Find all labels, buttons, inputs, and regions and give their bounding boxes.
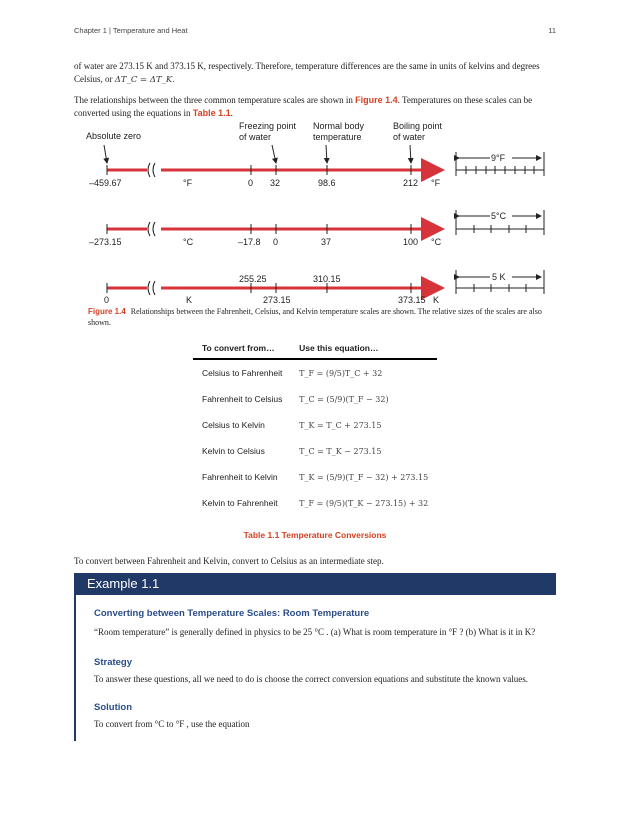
k-body-label: 310.15 [313,274,341,284]
table-row [193,359,437,386]
label-body-1: Normal body [313,121,365,131]
strategy-heading: Strategy [94,657,133,668]
conversion-equation: T_K = T_C + 273.15 [299,420,382,430]
intro-text-2a: The relationships between the three common temperature scales are shown in [74,95,353,105]
k-boil-label: 373.15 [398,295,426,305]
fahrenheit-scale [89,152,544,188]
f-scale-label: 9°F [491,153,506,163]
label-boiling-1: Boiling point [393,121,443,131]
label-boiling-2: of water [393,132,426,142]
intro-math: ΔT_C = ΔT_K. [114,75,175,85]
table-row [193,490,437,516]
conversion-equation: T_F = (9/5)T_C + 32 [299,368,383,378]
table-row [193,386,437,412]
label-absolute-zero: Absolute zero [86,131,142,141]
pointer-boiling [410,145,411,163]
conversion-from: Celsius to Fahrenheit [202,368,283,378]
conversion-equation: T_C = (5/9)(T_F − 32) [299,394,389,404]
intro-text-2b: . Temperatures on these scales can be converted using the equations in [74,95,533,118]
table-header-row [193,339,437,359]
c-unit-end: °C [431,237,442,247]
f-unit-mid: °F [183,178,193,188]
f-boil-label: 212 [403,178,419,188]
k-abs-label: 0 [104,295,110,305]
pointer-freezing [272,145,276,163]
table-caption: Table 1.1 Temperature Conversions [243,530,387,540]
k-unit-mid: K [186,295,193,305]
c-scale-label: 5°C [491,211,507,221]
conversion-table [193,339,437,516]
f-unit-end: °F [431,178,441,188]
label-body-2: temperature [313,132,362,142]
table-row [193,412,437,438]
figure-caption [88,306,558,328]
table-row [193,464,437,490]
example-title-bar: Example 1.1 [74,573,556,595]
conversion-equation: T_C = T_K − 273.15 [299,446,382,456]
intro-text-2c: . [230,108,233,118]
strategy-text: To answer these questions, all we need to do is choose the correct conversion equations and substitute the known values. [94,674,529,684]
c-abs-label: –273.15 [89,237,122,247]
example-heading: Converting between Temperature Scales: Room Temperature [94,608,370,619]
table-row [193,438,437,464]
f-freeze-label: 32 [270,178,281,188]
label-freezing-1: Freezing point [239,121,297,131]
conversion-from: Kelvin to Celsius [202,446,265,456]
table-header-equation: Use this equation… [290,339,437,359]
example-problem: “Room temperature” is generally defined in physics to be 25 °C . (a) What is room temperature in °F ? (b) What is it in K? [94,627,536,637]
celsius-scale [89,210,544,247]
c-body-label: 37 [321,237,332,247]
label-freezing-2: of water [239,132,272,142]
pointer-absolute-zero [104,145,107,163]
figure-link[interactable]: Figure 1.4 [355,95,398,105]
f-body-label: 98.6 [318,178,336,188]
conversion-equation: T_F = (9/5)(T_K − 273.15) + 32 [299,498,429,508]
after-table-paragraph: To convert between Fahrenheit and Kelvin, convert to Celsius as an intermediate step. [74,556,384,566]
solution-text: To convert from °C to °F , use the equation [94,719,250,729]
table-header-from: To convert from… [193,339,290,359]
conversion-equation: T_K = (5/9)(T_F − 32) + 273.15 [299,472,429,482]
conversion-from: Celsius to Kelvin [202,420,265,430]
conversion-from: Fahrenheit to Celsius [202,394,283,404]
solution-heading: Solution [94,702,132,713]
c-zero-label: –17.8 [238,237,261,247]
pointer-body [326,145,327,163]
page-number: 11 [548,26,556,35]
intro-text-1: of water are 273.15 K and 373.15 K, respectively. Therefore, temperature differences are the same in units of kelvins and degrees Celsius, or [74,61,540,84]
c-freeze-label: 0 [273,237,279,247]
c-unit-mid: °C [183,237,194,247]
table-link[interactable]: Table 1.1 [192,108,231,118]
f-zero-label: 0 [248,178,254,188]
conversion-from: Fahrenheit to Kelvin [202,472,278,482]
example-left-rule [74,595,76,741]
kelvin-scale [104,270,544,305]
k-scale-label: 5 K [492,272,506,282]
figure-caption-text: Relationships between the Fahrenheit, Celsius, and Kelvin temperature scales are shown. The relative sizes of the scales are also shown. [88,307,542,327]
chapter-title: Chapter 1 | Temperature and Heat [74,26,188,35]
conversion-from: Kelvin to Fahrenheit [202,498,278,508]
f-abs-label: –459.67 [89,178,122,188]
figure-caption-label: Figure 1.4 [88,307,126,316]
k-freeze-label: 273.15 [263,295,291,305]
k-unit-end: K [433,295,440,305]
c-boil-label: 100 [403,237,419,247]
k-zero-f-label: 255.25 [239,274,267,284]
